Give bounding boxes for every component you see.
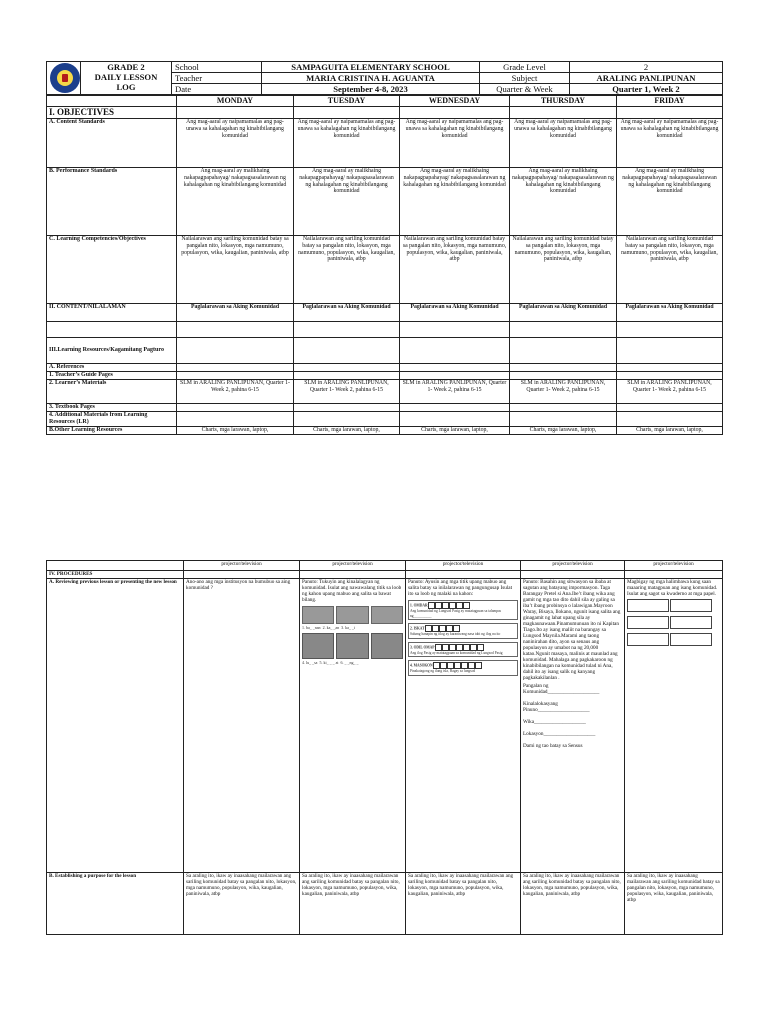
textbook-label: 3. Textbook Pages: [47, 404, 177, 412]
day-monday: MONDAY: [177, 96, 294, 107]
tuesday-instructions: Panuto: Tukuyin ang kinalalagyan ng komunidad. Isulat ang nawawalang titik sa loob ng kahon upang mabuo ang salita sa bawat bilang.: [302, 579, 402, 603]
grade-level-value: 2: [570, 62, 723, 73]
content-cell: Paglalarawan sa Aking Komunidad: [510, 304, 617, 322]
dll-table-page2: [46, 560, 723, 935]
objectives-heading: I. OBJECTIVES: [47, 107, 177, 119]
thursday-situation: Panuto: Basahin ang sitwasyon sa ibaba at sagutan ang batayang impormasyon. Taga Barangay Pretel si Ana.Ibe’t ibang wika ang gamit ng mga tao dito dahil sila ay galing sa iba’t ibang probinsya o lalawigan.Mayroon Waray, Bisaya, Ilokano, ngunit isang salita ang ginagamit ng lahat upang sila ay magkaunawaan.Pinamumunuan ito ni Kapitan Tiago.Ito ay isang maliit na barangay sa Lungsod Maynila.Marami ang taong naninirahan dito, ayon sa senaus ang populasyon ay umabot na ng 20,000 katao.Ngunit masaya, malinis at maunlad ang komunidad. Mahalaga ang pagkakaroon ng kinabibilangan na komunidad tulad ni Ana, dahil ito ay isang salik ng kanyang pagkakakilanlan .: [523, 579, 621, 681]
other-resources-cont: projector/television: [300, 561, 406, 571]
other-resources-cell: Charts, mga larawan, laptop,: [294, 427, 400, 435]
learners-materials-cell: SLM in ARALING PANLIPUNAN, Quarter 1- Week 2, pahina 6-15: [400, 380, 510, 404]
learners-materials-cell: SLM in ARALING PANLIPUNAN, Quarter 1-Week 2, pahina 6-15: [177, 380, 294, 404]
purpose-cell: Sa araling ito, ikaw ay inaasahang mailarawan ang sariling komunidad batay sa pangalan nito, lokasyon, mga namumuno, populasyon, wika, kaugalian, paniniwala, atbp: [406, 873, 521, 935]
title-block: [81, 62, 172, 95]
learners-materials-cell: SLM in ARALING PANLIPUNAN, Quarter 1- Week 2, pahina 6-15: [617, 380, 723, 404]
community-photo: [371, 633, 403, 659]
purpose-label: B. Establishing a purpose for the lesson: [47, 873, 184, 935]
day-tuesday: TUESDAY: [294, 96, 400, 107]
community-photo: [336, 606, 368, 624]
other-resources-cell: Charts, mga larawan, laptop,: [617, 427, 723, 435]
learners-materials-label: 2. Learner’s Materials: [47, 380, 177, 404]
school-value: SAMPAGUITA ELEMENTARY SCHOOL: [262, 62, 480, 73]
answer-boxes: [627, 597, 720, 648]
letter-boxes: [435, 644, 484, 651]
competency-cell: Nailalarawan ang sariling komunidad batay sa pangalan nito, lokasyon, mga namumuno, populasyon, wika, kaugalian, paniniwala, atbp: [510, 236, 617, 304]
content-standards-cell: Ang mag-aaral ay naipamamalas ang pag- unawa sa kahalagahan ng kinabibilangang komunidad: [294, 119, 400, 168]
reviewing-friday: [625, 579, 723, 873]
purpose-cell: Sa araling ito, ikaw ay inaasahang mailarawan ang sariling komunidad batay sa pangalan nito, lokasyon, mga namumuno, populasyon, wika, kaugalian, paniniwala, atbp: [300, 873, 406, 935]
purpose-cell: Sa araling ito, ikaw ay inaasahang mailarawan ang sariling komunidad batay sa pangalan nito, lokasyon, mga namumuno, populasyon, wika, kaugalian, paniniwala, atbp: [521, 873, 625, 935]
community-photo: [302, 633, 334, 659]
letter-boxes: [425, 625, 460, 632]
content-cell: Paglalarawan sa Aking Komunidad: [400, 304, 510, 322]
deped-seal: [47, 62, 81, 95]
activity-photos-row2: [302, 633, 403, 659]
grade-level-label: Grade Level: [480, 62, 570, 73]
header-table: [46, 61, 723, 95]
reviewing-monday: Ano-ano ang mga institusyon na bumubuo sa aing komunidad ?: [184, 579, 300, 873]
day-friday: FRIDAY: [617, 96, 723, 107]
content-standards-cell: Ang mag-aaral ay naipamamalas ang pag- unawa sa kahalagahan ng kinabibilangang komunidad: [177, 119, 294, 168]
purpose-cell: Sa araling ito, ikaw ay inaasahang mailarawan ang sariling komunidad batay sa pangalan nito, lokasyon, mga namumuno, populasyon, wika, kaugalian, paniniwala, atbp: [184, 873, 300, 935]
subject-label: Subject: [480, 73, 570, 84]
performance-standards-cell: Ang mag-aaral ay malikhaing nakapagpapahayag/ nakapagsasalarawan ng kahalagahan ng kinabibilangang komunidad: [510, 168, 617, 236]
date-label: Date: [172, 84, 262, 95]
dll-table-page1: [46, 95, 723, 435]
answer-box: [627, 616, 669, 629]
subject-value: ARALING PANLIPUNAN: [570, 73, 723, 84]
worksheet-item: 2. ISKAT Sabang hanapin ng itlog ay karaniwang nasa tabi ng ilog na ito: [408, 623, 518, 639]
competency-cell: Nailalarawan ang sariling komunidad batay sa pangalan nito, lokasyon, mga namumuno, populasyon, wika, kaugalian, paniniwala, atbp: [400, 236, 510, 304]
answer-box: [670, 616, 712, 629]
answer-box: [627, 633, 669, 646]
thursday-field: Wika____________________: [523, 719, 586, 725]
reviewing-thursday: [521, 579, 625, 873]
content-standards-cell: Ang mag-aaral ay naipamamalas ang pag- unawa sa kahalagahan ng kinabibilangang komunidad: [400, 119, 510, 168]
friday-instructions: Magbigay ng mga halimbawa kung saan maaaring matagpuan ang isang komunidad. Isulat ang sagot sa kwaderno at mga papel.: [627, 579, 718, 597]
teachers-guide-label: 1. Teacher’s Guide Pages: [47, 372, 177, 380]
teacher-value: MARIA CRISTINA H. AGUANTA: [262, 73, 480, 84]
other-resources-cell: Charts, mga larawan, laptop,: [400, 427, 510, 435]
references-label: A. References: [47, 364, 177, 372]
other-resources-cell: Charts, mga larawan, laptop,: [510, 427, 617, 435]
performance-standards-cell: Ang mag-aaral ay malikhaing nakapagpapahayag/ nakapagsasalarawan ng kahalagahan ng kinabibilangang komunidad: [177, 168, 294, 236]
other-resources-cont: projector/television: [406, 561, 521, 571]
community-photo: [302, 606, 334, 624]
content-standards-cell: Ang mag-aaral ay naipamamalas ang pag- unawa sa kahalagahan ng kinabibilangang komunidad: [510, 119, 617, 168]
learners-materials-cell: SLM in ARALING PANLIPUNAN, Quarter 1- Week 2, pahina 6-15: [510, 380, 617, 404]
worksheet-item: 3. ODIL OMAP Ang ilog Pasig ay matatagpuan sa komunidad ng Lungsod Pasig: [408, 642, 518, 658]
letter-boxes: [428, 602, 470, 609]
seal-icon: [50, 63, 80, 93]
school-label: School: [172, 62, 262, 73]
wednesday-instructions: Panuto: Ayusin ang mga titik upang mabuo ang salita batay sa inilalarawan ng pangungusap Isulat ito sa loob ng malaki na kahon:: [408, 579, 513, 597]
community-photo: [371, 606, 403, 624]
letter-boxes: [433, 662, 482, 669]
day-wednesday: WEDNESDAY: [400, 96, 510, 107]
content-standards-cell: Ang mag-aaral ay naipamamalas ang pag- unawa sa kahalagahan ng kinabibilangang komunidad: [617, 119, 723, 168]
other-resources-label: B.Other Learning Resources: [47, 427, 177, 435]
performance-standards-cell: Ang mag-aaral ay malikhaing nakapagpapahayag/ nakapagsasalarawan ng kahalagahan ng kinabibilangang komunidad: [400, 168, 510, 236]
log-title: LOG: [116, 82, 136, 92]
answer-box: [627, 599, 669, 612]
teacher-label: Teacher: [172, 73, 262, 84]
other-resources-cont: projector/television: [184, 561, 300, 571]
answer-box: [670, 633, 712, 646]
performance-standards-label: B. Performance Standards: [47, 168, 177, 236]
additional-materials-label: 4. Additional Materials from Learning Resources (LR): [47, 412, 177, 427]
day-thursday: THURSDAY: [510, 96, 617, 107]
answer-box: [670, 599, 712, 612]
content-standards-label: A. Content Standards: [47, 119, 177, 168]
thursday-field: Kinalalokasyang Pinuno____________________: [523, 701, 590, 713]
activity-photos-row1: [302, 606, 403, 624]
thursday-field: Dami ng tao batay sa Sensus: [523, 743, 583, 749]
competencies-label: C. Learning Competencies/Objectives: [47, 236, 177, 304]
quarter-value: Quarter 1, Week 2: [570, 84, 723, 95]
competency-cell: Nailalarawan ang sariling komunidad batay sa pangalan nito, lokasyon, mga namumuno, populasyon, wika, kaugalian, paniniwala, atbp: [294, 236, 400, 304]
worksheet-item: 4. MASOKON Pinakatagong ng ilang isla, Bagay sa lungsod: [408, 660, 518, 676]
content-cell: Paglalarawan sa Aking Komunidad: [617, 304, 723, 322]
competency-cell: Nailalarawan ang sariling komunidad batay sa pangalan nito, lokasyon, mga namumuno, populasyon, wika, kaugalian, paniniwala, atbp: [177, 236, 294, 304]
thursday-field: Pangalan ng Komunidad____________________: [523, 683, 600, 695]
other-resources-cell: Charts, mga larawan, laptop,: [177, 427, 294, 435]
content-label: II. CONTENT/NILALAMAN: [47, 304, 177, 322]
blanks-row2: 4. lu_ _sa 5. ki_ _ _ at 6. _ _ng_ _: [302, 660, 359, 665]
thursday-field: Lokasyon____________________: [523, 731, 596, 737]
other-resources-cont: projector/television: [521, 561, 625, 571]
performance-standards-cell: Ang mag-aaral ay malikhaing nakapagpapahayag/ nakapagsasalarawan ng kahalagahan ng kinabibilangang komunidad: [294, 168, 400, 236]
community-photo: [336, 633, 368, 659]
performance-standards-cell: Ang mag-aaral ay malikhaing nakapagpapahayag/ nakapagsasalarawan ng kahalagahan ng kinabibilangang komunidad: [617, 168, 723, 236]
content-cell: Paglalarawan sa Aking Komunidad: [294, 304, 400, 322]
blanks-row1: 1. ba_ _nan 2. ka_ _an 3. ka_ _i: [302, 625, 356, 630]
learners-materials-cell: SLM in ARALING PANLIPUNAN, Quarter 1- Week 2, pahina 6-15: [294, 380, 400, 404]
reviewing-tuesday: [300, 579, 406, 873]
quarter-label: Quarter & Week: [480, 84, 570, 95]
worksheet-item: 1. OMDAR Ang komunidad ng Lungsod Pasig ay matatagpuan sa talampas ng__________: [408, 600, 518, 620]
dll-title: DAILY LESSON: [94, 72, 158, 82]
purpose-cell: Sa araling ito, ikaw ay inaasahang mailarawan ang sariling komunidad batay sa pangalan nito, lokasyon, mga namumuno, populasyon, wika, kaugalian, paniniwala, atbp: [625, 873, 723, 935]
date-value: September 4-8, 2023: [262, 84, 480, 95]
reviewing-lesson-label: A. Reviewing previous lesson or presenting the new lesson: [47, 579, 184, 873]
procedures-heading: IV. PROCEDURES: [47, 571, 184, 579]
competency-cell: Nailalarawan ang sariling komunidad batay sa pangalan nito, lokasyon, mga namumuno, populasyon, wika, kaugalian, paniniwala, atbp: [617, 236, 723, 304]
grade-title: GRADE 2: [107, 62, 145, 72]
resources-label: III.Learning Resources/Kagamitang Pagturo: [47, 338, 177, 364]
other-resources-cont: projector/television: [625, 561, 723, 571]
reviewing-wednesday: [406, 579, 521, 873]
content-cell: Paglalarawan sa Aking Komunidad: [177, 304, 294, 322]
